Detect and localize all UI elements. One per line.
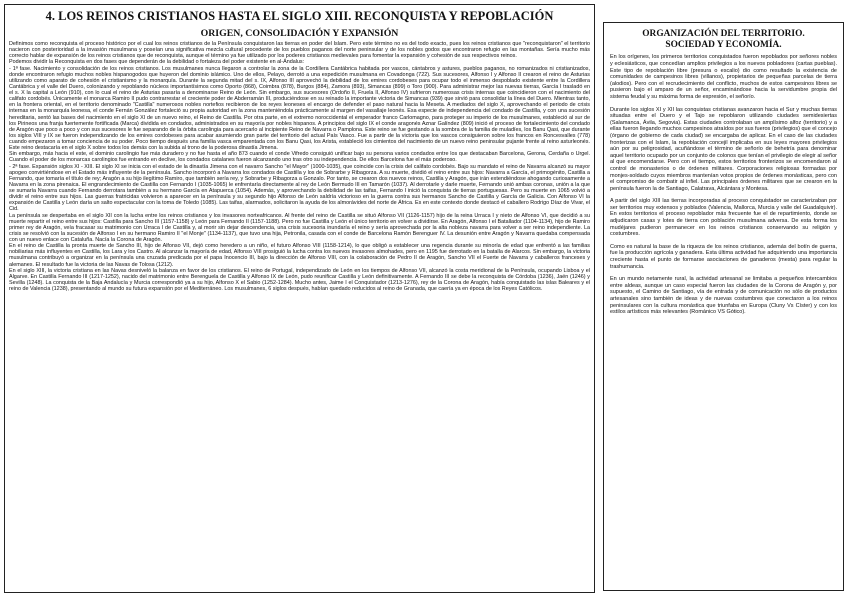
side-paragraph-economy: Como es natural la base de la riqueza de los reinos cristianos, además del botín de guerra, fue la producción agrícola y ganadera. Esta última actividad fue adquiriendo una importancia creciente hasta el punto de formarse asociaciones de ganaderos (mesta) para regular la trashumancia. (610, 243, 837, 270)
section-title: ORIGEN, CONSOLIDACIÓN Y EXPANSIÓN (200, 28, 399, 39)
side-column (603, 22, 844, 591)
side-paragraph-repartimiento: A partir del siglo XIII las tierras incorporadas al proceso conquistador se caracterizaban por ser territorios muy extensos y poblados (Valencia, Mallorca, Murcia y valle del Guadalquivir). En estos territorios el proceso repoblador más frecuente fue el de repartimiento, donde se adjudicaron casas y lotes de tierra con población musulmana adversa. De esta forma los mudéjares pudieron permanecer en los reinos cristianos conservando su religión y costumbres. (610, 198, 837, 238)
side-title-line-2: SOCIEDAD Y ECONOMÍA. (665, 40, 782, 51)
side-title (610, 29, 837, 51)
paragraph-catalan-counties: Sin embargo, más hacia el este, el dominio carolingio fue más duradero y no fue hasta el año 873 cuando el conde Vifredo consiguió unificar bajo su persona varios condados entre los que destacaban Barcelona, Gerona, Cerdaña o Urgel. Cuando el poder de los monarcas carolingios fue entrando en declive, los condados catalanes fueron alcanzando uno tras otro su independencia. De ellos Barcelona fue el más poderoso. (9, 151, 590, 164)
main-column (4, 4, 595, 593)
side-paragraph-origins: En los orígenes, los primeros territorios conquistados fueron repoblados por señores nobles y eclesiásticos, que concedían amplios privilegios a los nuevos pobladores (cartas pueblas). Este tipo de repoblación libre (presura o escalio) dio como resultado la existencia de comunidades de campesinos libres (villanos), propietarios de pequeñas parcelas de tierra (alodios). Pero con el recrudecimiento del conflicto, muchos de estos campesinos libres se pusieron bajo el amparo de un señor, encaminándose hacia la servidumbre propia del sistema feudal y su máxima forma de expresión, el señorío. (610, 54, 837, 100)
main-body (9, 41, 590, 292)
side-paragraph-concejil: Durante los siglos XI y XII las conquistas cristianas avanzaron hacia el Sur y muchas tierras situadas entre el Duero y el Tajo se repoblaron utilizando ciudades semidesiertas (Salamanca, Ávila, Segovia). Estas ciudades controlaban un amplísimo alfoz (territorio) y a ellas fueron llegando muchos campesinos atraídos por sus fueros (privilegios) que el concejo (órgano de gobierno de cada ciudad) se encargaba de aplicar. En el caso de las ciudades fronterizas con el Islam, la repoblación concejil implicaba en sus leyes mayores privilegios aún por su peligrosidad, acuñándose el término de señorío de behetría para denominar aquel territorio ocupado por un conjunto de colonos que tenían el privilegio de elegir al señor al que encomendarse. Pero con el tiempo, estos territorios fronterizos se encomendaron al control de monasterios o de órdenes militares. Corporaciones religiosas formadas por monjes-soldado cuyos miembros mantenían votos propios de órdenes monásticas, pero con el compromiso de combatir al infiel. Las principales órdenes militares que se crearon en la península fueron la de Santiago, Calatrava, Alcántara y Montesa. (610, 106, 837, 192)
side-title-line-1: ORGANIZACIÓN DEL TERRITORIO. (642, 29, 805, 39)
page-title: 4. LOS REINOS CRISTIANOS HASTA EL SIGLO XIII. RECONQUISTA Y REPOBLACIÓN (45, 9, 554, 23)
paragraph-phase-2: - 2ª fase. Expansión siglos XI - XIII. El siglo XI se inicia con el estado de la dinastía Jimena con el navarro Sancho "el Mayor" (1000-1035), que coincide con la crisis del califato cordobés. Bajo su mandato el reino de Navarra alcanzó su mayor apogeo convirtiéndose en el Estado más influyente de la península. Sancho incorporó a Navarra los condados de Castilla y los de Sobrarbe y Ribagorza. A su muerte, dividió el reino entre sus hijos: Navarra a García, el primogénito, Castilla a Fernando, que tomaría el título de rey; Aragón a su hijo ilegítimo Ramiro, que también sería rey, y Sobrarbe y Ribagorza a Gonzalo. Por tanto, se crearon dos nuevos reinos, Castilla y Aragón, que irán extendiéndose ahogando curiosamente a Navarra en la zona pirenaica. El engrandecimiento de Castilla con Fernando I (1035-1065) le enfrentaría directamente al rey de León Bermudo III en Tamarón (1037). Al derrotarle y darle muerte, Fernando unió ambas coronas, unión a la que se sumaría Navarra cuando Fernando derrotara también a su hermano García en Atapuerca (1054). Además, y aprovechando la debilidad de las taifas, Fernando I inició la conquista de tierras portuguesas. Pero su muerte en 1065 volvió a dividir el reino entre sus hijos. Las guerras fratricidas volvieron a aparecer en la península y su segundo hijo Alfonso de León saldría victorioso en la guerra contra sus hermanos Sancho de Castilla y García de Galicia. Con Alfonso VI la expansión de Castilla y León daría un salto espectacular con la toma de Toledo (1085). Las taifas, alarmados, solicitaron la ayuda de los almorávides del norte de África. Es en este contexto donde destacó el caballero Rodrigo Díaz de Vivar, el Cid. (9, 163, 590, 213)
paragraph-twelfth-century: La península se despertaba en el siglo XII con la lucha entre los reinos cristianos y los invasores norteafricanos. Al frente del reino de Castilla se situó Alfonso VII (1126-1157) hijo de la reina Urraca I y nieto de Alfonso VI, que decidió a su muerte repartir el reino entre sus hijos: Castilla para Sancho III (1157-1158) y León para Fernando II (1157-1188). Pero no fue Castilla y León el único territorio en volver a dividirse. En Aragón, Alfonso I el Batallador (1104-1134), hijo de Ramiro primer rey de Aragón, veía fracasar su matrimonio con Urraca I de Castilla y, al morir sin dejar descendencia, una crisis sucesoria inundaría el reino y sería aprovechada por la alta nobleza navarra para volver a ser reino independiente. La crisis se resolvió con la sucesión de Alfonso I en su hermano Ramiro II "el Monje" (1134-1137), que tuvo una hija, Petronila, casada con el conde de Barcelona Ramón Berenguer IV. La desunión entre Aragón y Navarra quedaba compensada con un nuevo enlace con Cataluña. Nacía la Corona de Aragón. (9, 212, 590, 243)
paragraph-castile: En el reino de Castilla la pronta muerte de Sancho III, hijo de Alfonso VII, dejó como heredero a un niño, el futuro Alfonso VIII (1158-1214), lo que obligó a establecer una regencia durante su minoría de edad que enfrentó a las familias nobiliarias más influyentes en Castilla, los Lara y los Castro. Al alcanzar la mayoría de edad, Alfonso VIII prosiguió la lucha contra los nuevos invasores almohades, pero en 1195 fue derrotado en la batalla de Alarcos. Sin embargo, la victoria musulmana contribuyó a organizar en la península una cruzada predicada por el papa Inocencio III, bajo la dirección de Alfonso VIII, con la colaboración de Pedro II de Aragón, Sancho VII el Fuerte de Navarra y caballeros franceses y alemanes. El resultado fue la victoria de las Navas de Tolosa (1212). (9, 243, 590, 268)
paragraph-intro: Definimos como reconquista el proceso histórico por el cual los reinos cristianos de la Península conquistaron las tierras en poder del Islam. Pero este término no es del todo exacto, pues los reinos cristianos que "reconquistaron" el territorio nacieron con posterioridad a la invasión musulmana y poseían una significativa mezcla cultural procedente de los pueblos paganos del norte peninsular y de los nobles godos que encontraron refugio en las montañas. Sería mucho más correcto hablar de expansión de los reinos cristianos que de reconquista, aunque el término ya fue utilizado por los poderes cristianos medievales para fomentar la expansión y cohesión de sus respectivos reinos. (9, 41, 590, 60)
paragraph-phase-1: - 1ª fase. Nacimiento y consolidación de los reinos cristianos. Los musulmanes nunca llegaron a controlar la zona de la Cordillera Cantábrica habitada por vascos, cántabros y astures, pueblos paganos, no romanizados ni cristianizados, donde encontraron refugio muchos nobles hispanogodos que huyeron del dominio islámico. Uno de ellos, Pelayo, derrotó a una expedición musulmana en Covadonga (722). Sus sucesores, Alfonso I y Alfonso II crearon el reino de Asturias utilizando como aparato de cohesión el cristianismo y la monarquía. Durante la segunda mitad del s. IX, Alfonso III aprovechó la debilidad de los emires cordobeses para ocupar todo el inmenso despoblado existente entre la Cordillera Cantábrica y el valle del Duero, colonizando y repoblando núcleos importantísimos como Oporto (868), Coimbra (878), Burgos (884), Zamora (893), Simancas (899) o Toro (900). Para administrar mejor las nuevas tierras, García I trasladó en el s. X la capital a León (910), con lo cual el reino de Asturias pasaría a denominarse Reino de León. Sin embargo, sus sucesores (Ordoño II, Fruela II, Alfonso IV) sufrieron numerosas crisis internas que coincidieron con el nacimiento del califato cordobés. Únicamente el monarca Ramiro II pudo contrarrestar el creciente poder de Abderramán III, produciéndose en su reinado la importante victoria de Simancas (939) que sirvió para consolidar la línea del Duero. Mientras tanto, en la frontera oriental, en el territorio denominado "Castilla" numerosos nobles nortefios recibieron de los reyes leoneses el encargo de defender el paso natural hacia la Meseta. A mediados del siglo X, aprovechando el periodo de crisis internas en la monarquía leonesa, el conde Fernán González fortaleció su propia autoridad en la zona manteniéndola prácticamente al margen del vasallaje leonés. Esa especie de independencia del condado de Castilla, y con una sucesión hereditaria, sentó las bases del nacimiento en el siglo XI de un nuevo reino, el Reino de Castilla. Por otra parte, en el extremo noroccidental el emperador franco Carlomagno, para proteger su imperio de los musulmanes, estableció al sur de los Pirineos una franja fuertemente fortificada (Marca) dividida en condados, administrados en su mayoría por nobles hispanos. A principios del siglo IX el conde aragonés Aznar Galíndez (809) inició el proceso de fortalecimiento del condado de Aragón que poco a poco y con sus sucesores le fue separando de la órbita carolingia para acercarlo al incipiente Reino de Navarra o Pamplona. Este reino se fue gestando a la sombra de la familia de muladíes, los Banu Qasi, que durante los siglos VIII y IX se fueron independizando de los emires cordobeses para acabar asumiendo gran parte del territorio del actual País Vasco. Fue a partir de la victoria que los vascos consiguieron sobre los francos en Roncesvalles (778) cuando empezaron a tomar conciencia de su poder. Poco tiempo después una familia vasca emparentada con los Banu Qasi, los Arista, estableció los cimientos del nacimiento de un nuevo reino peninsular pujante frente al reino asturleonés. Este reino destacaría en el siglo X sobre todos los demás con la subida al trono de la poderosa dinastía Jimena. (9, 65, 590, 152)
side-paragraph-trade: En un mundo netamente rural, la actividad artesanal se limitaba a pequeños intercambios entre aldeas, aunque un caso especial fueron las ciudades de la Corona de Aragón y, por supuesto, el Camino de Santiago, vía de entrada y de comunicación no sólo de productos artesanales sino también de ideas y de nuevas costumbres que conectaron a los reinos peninsulares con la cultura monástica que triunfaba en Europa (Cluny Vs Císter) y con los estilos artísticos más relevantes (Románico VS Gótico). (610, 276, 837, 316)
paragraph-thirteenth-century: En el siglo XIII, la victoria cristiana en las Navas desniveló la balanza en favor de los cristianos. El reino de Portugal, independizado de León en los tiempos de Alfonso VII, alcanzó la costa meridional de la Península, ocupando Lisboa y el Algarve. En Castilla Fernando III (1217-1252), nacido del matrimonio entre Berenguela de Castilla y Alfonso IX de León, pudo reunificar Castilla y León definitivamente. A Fernando III se debe la reconquista de Córdoba (1236), Jaén (1246) y Sevilla (1248). La conquista de la Baja Andalucía y Murcia correspondió ya a su hijo, Alfonso X el Sabio (1252-1284). Mucho antes, Jaime I el Conquistador (1213-1276), rey de la Corona de Aragón, había conquistado las islas Baleares y el reino de Valencia (1238), presentando al mundo su futura expansión por el Mediterráneo. Los musulmanes, 6 siglos después, habían quedado reducidos al reino de Granada, que caería ya en época de los Reyes Católicos. (9, 267, 590, 292)
paragraph-phases: Podemos dividir la Reconquista en dos fases que dependerán de la debilidad o fortaleza del poder existente en al-Ándalus: (9, 59, 305, 66)
